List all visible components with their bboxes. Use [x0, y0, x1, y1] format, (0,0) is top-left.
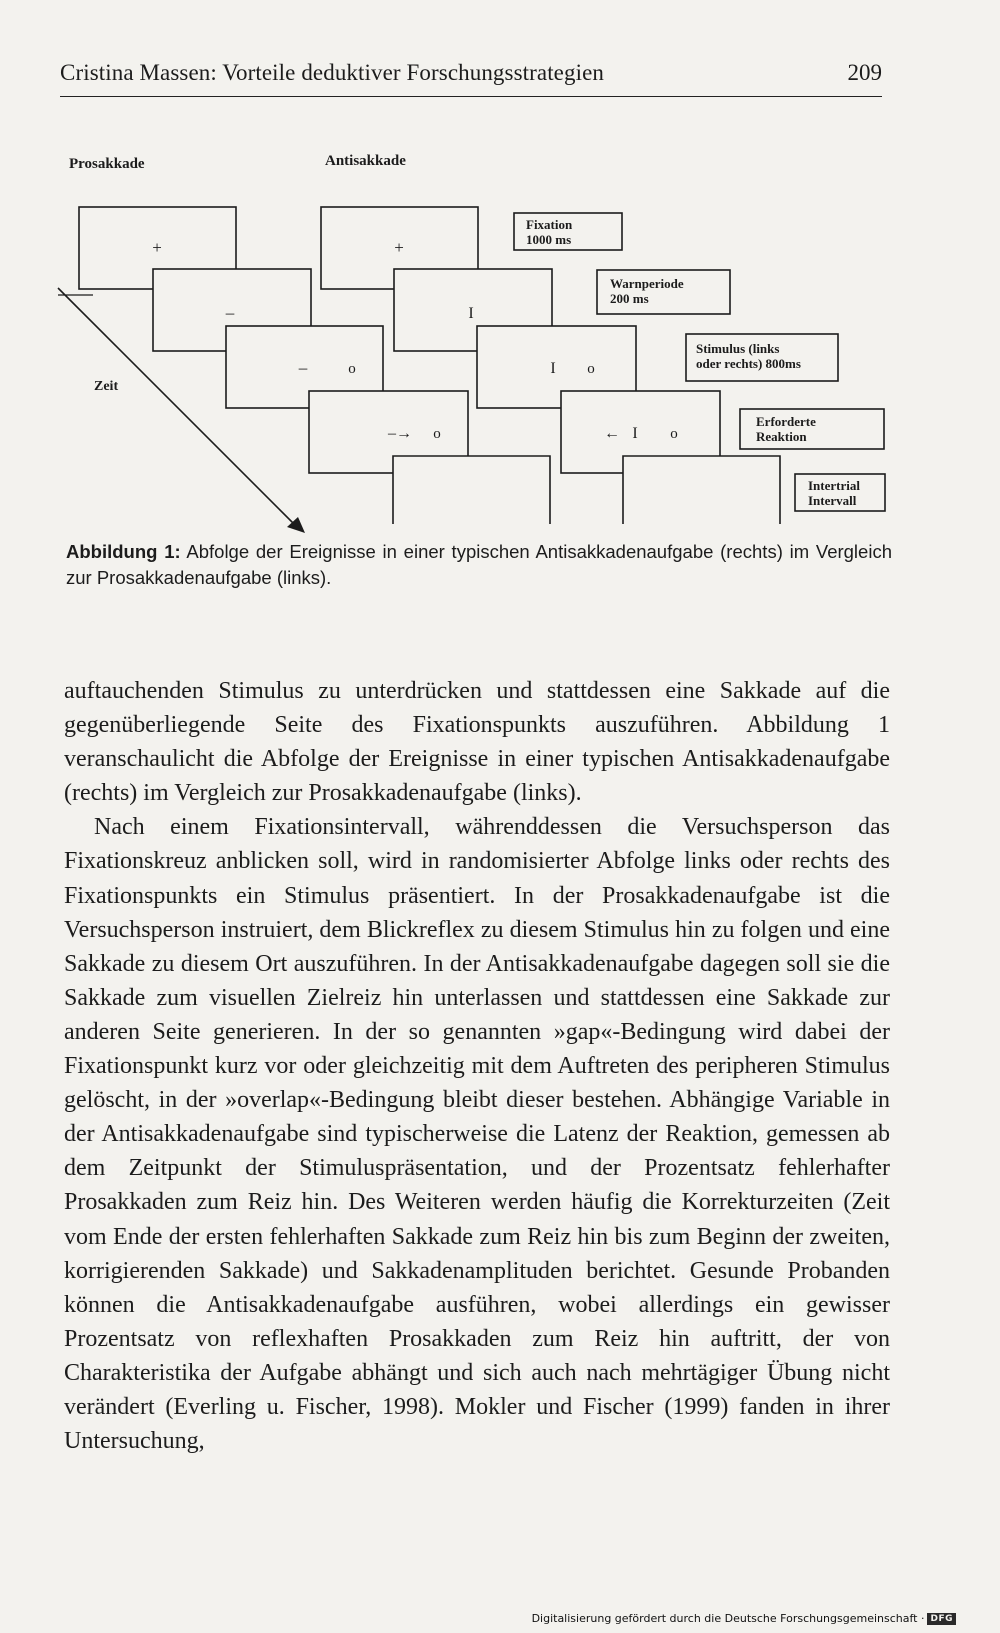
caption-label: Abbildung 1:: [66, 541, 181, 562]
dfg-logo: DFG: [927, 1613, 956, 1625]
pro-warning-dash: –: [225, 303, 235, 322]
label-antisakkade: Antisakkade: [325, 153, 406, 169]
pro-response-arrow-right: –→: [388, 425, 412, 442]
paragraph: auftauchenden Stimulus zu unterdrücken und stattdessen eine Sakkade auf die gegenüberliegende Seite des Fixationspunkts auszuführen. Abbildung 1 veranschaulicht die Abfolge der Ereignisse in einer typischen Antisakkadenaufgabe (rechts) im Vergleich zur Prosakkadenaufgabe (links).: [64, 678, 890, 807]
figure-event-sequence: [0, 0, 1000, 540]
figure-diagram: [0, 0, 1000, 540]
anti-fixation-cross: +: [394, 238, 404, 257]
stage-text-response: Erforderte Reaktion: [756, 414, 816, 444]
running-head: Cristina Massen: Vorteile deduktiver Forschungsstrategien: [60, 60, 604, 85]
stage-text-fixation: Fixation 1000 ms: [526, 217, 573, 247]
pro-screen-intertrial: [393, 456, 550, 524]
pro-response-circle: o: [433, 426, 441, 442]
page-number: 209: [847, 60, 882, 85]
body-text: [64, 674, 890, 1458]
anti-warning-bar: I: [468, 305, 474, 322]
paragraph: Nach einem Fixationsintervall, währenddessen die Versuchsperson das Fixationskreuz anblicken soll, wird in randomisierter Abfolge links oder rechts des Fixationspunkts ein Stimulus präsentiert. In der Prosakkadenaufgabe ist die Versuchsperson instruiert, dem Blickreflex zu diesem Stimulus hin zu folgen und eine Sakkade zu diesem Ort auszuführen. In der Antisakkadenaufgabe dagegen soll sie die Sakkade zum visuellen Zielreiz hin unterlassen und stattdessen eine Sakkade zur anderen Seite generieren. In der so genannten »gap«-Bedingung wird dabei der Fixationspunkt kurz vor oder gleichzeitig mit dem Auftreten des peripheren Stimulus gelöscht, in der »overlap«-Bedingung bleibt dieser bestehen. Abhängige Variable in der Antisakkadenaufgabe sind typischerweise die Latenz der Reaktion, gemessen ab dem Zeitpunkt der Stimuluspräsentation, und der Prozentsatz fehlerhafter Prosakkaden zum Reiz hin. Des Weiteren werden häufig die Korrekturzeiten (Zeit vom Ende der ersten fehlerhaften Sakkade zum Reiz hin bis zum Beginn der zweiten, korrigierenden Sakkade) und Sakkadenamplituden berichtet. Gesunde Probanden können die Antisakkadenaufgabe ausführen, wobei allerdings ein gewisser Prozentsatz von reflexhaften Prosakkaden zum Reiz hin auftritt, der von Charakteristika der Aufgabe abhängt und sich auch nach mehrtägiger Übung nicht verändert (Everling u. Fischer, 1998). Mokler und Fischer (1999) fanden in ihrer Untersuchung,: [64, 814, 890, 1455]
label-zeit: Zeit: [94, 379, 119, 394]
credit-text: Digitalisierung gefördert durch die Deutsche Forschungsgemeinschaft ·: [531, 1612, 925, 1625]
pro-stimulus-circle: o: [348, 361, 356, 377]
anti-stimulus-bar: I: [550, 360, 556, 377]
digitization-credit: [532, 1612, 956, 1625]
pro-fixation-cross: +: [152, 238, 162, 257]
anti-response-bar: I: [632, 425, 638, 442]
caption-text: Abfolge der Ereignisse in einer typischen Antisakkadenaufgabe (rechts) im Vergleich zur Prosakkadenaufgabe (links).: [66, 541, 892, 588]
anti-response-arrow-left: ←: [604, 425, 620, 442]
pro-stimulus-dash: –: [298, 358, 308, 377]
figure-caption: [66, 539, 892, 591]
anti-stimulus-circle: o: [587, 361, 595, 377]
label-prosakkade: Prosakkade: [69, 156, 145, 172]
stage-text-stimulus: Stimulus (links oder rechts) 800ms: [696, 341, 801, 371]
stage-text-warning: Warnperiode 200 ms: [610, 276, 684, 306]
stage-text-intertrial: Intertrial Intervall: [808, 478, 860, 508]
anti-screen-intertrial: [623, 456, 780, 524]
anti-response-circle: o: [670, 426, 678, 442]
